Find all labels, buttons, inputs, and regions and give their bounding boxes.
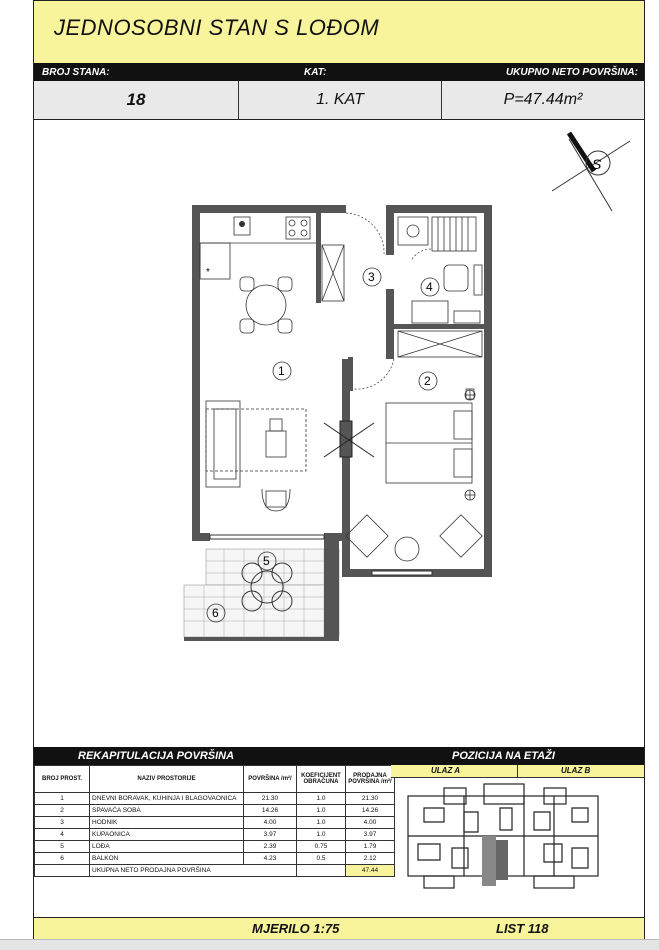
position-header <box>391 765 644 778</box>
table-row: 2 SPAVAĆA SOBA 14.26 1.0 14.26 <box>35 805 395 817</box>
unit-highlight <box>482 836 496 886</box>
col-area: POVRŠINA /m²/ <box>244 766 297 793</box>
compass-icon <box>552 133 630 211</box>
total-row <box>35 865 395 877</box>
viewer-status-bar <box>0 939 659 950</box>
floor-value: 1. KAT <box>239 81 442 119</box>
sheet-number: LIST 118 <box>496 921 549 936</box>
table-row: 3 HODNIK 4.00 1.0 4.00 <box>35 817 395 829</box>
total-value: 47.44 <box>346 865 395 877</box>
loggia-tiles <box>184 549 339 637</box>
wardrobe <box>398 331 482 357</box>
area-label: UKUPNO NETO POVRŠINA: <box>505 67 638 78</box>
bathroom-fixtures <box>398 217 482 323</box>
floor-label: KAT: <box>304 67 327 78</box>
compass-letter: S <box>592 156 602 172</box>
scale-label: MJERILO 1:75 <box>252 921 340 936</box>
sliding-door <box>324 421 374 457</box>
dining-table <box>240 277 292 333</box>
kitchen-counter <box>200 217 344 301</box>
recap-table <box>34 765 395 877</box>
room-label-4: 4 <box>426 280 433 294</box>
position-title: POZICIJA NA ETAŽI <box>452 750 555 762</box>
room-label-6: 6 <box>212 606 219 620</box>
area-value: P=47.44m² <box>503 91 583 108</box>
room-label-5: 5 <box>263 554 270 568</box>
col-sale: PRODAJNA POVRŠINA /m²/ <box>346 766 395 793</box>
floor-position-map <box>404 778 604 896</box>
table-row: 5 LOĐA 2.39 0.75 1.79 <box>35 841 395 853</box>
floor-plan <box>34 119 644 745</box>
unit-value: 18 <box>34 81 239 119</box>
table-row: 1 DNEVNI BORAVAK, KUHINJA I BLAGOVAONICA 21.30 1.0 21.30 <box>35 793 395 805</box>
footer <box>34 917 644 940</box>
sofa <box>206 401 306 511</box>
col-no: BROJ PROST. <box>35 766 90 793</box>
room-label-3: 3 <box>368 270 375 284</box>
page-title: JEDNOSOBNI STAN S LOĐOM <box>54 15 380 40</box>
plan-sheet <box>33 0 645 939</box>
armchairs <box>346 515 482 561</box>
col-coef: KOEFICIJENT OBRAČUNA <box>297 766 346 793</box>
entrance-b-label: ULAZ B <box>561 766 591 775</box>
recap-title: REKAPITULACIJA POVRŠINA <box>78 750 235 762</box>
table-row: 4 KUPAONICA 3.97 1.0 3.97 <box>35 829 395 841</box>
header-values <box>34 81 644 120</box>
svg-text:*: * <box>206 267 210 278</box>
recap-header <box>34 747 644 765</box>
room-label-1: 1 <box>278 364 285 378</box>
bed <box>386 389 475 500</box>
room-label-2: 2 <box>424 374 431 388</box>
total-label: UKUPNA NETO PRODAJNA POVRŠINA <box>90 865 297 877</box>
entrance-a-label: ULAZ A <box>431 766 461 775</box>
title-bar <box>34 1 644 64</box>
unit-label: BROJ STANA: <box>42 67 110 78</box>
table-row: 6 BALKON 4.23 0.5 2.12 <box>35 853 395 865</box>
col-name: NAZIV PROSTORIJE <box>90 766 244 793</box>
header-labels <box>34 63 644 81</box>
